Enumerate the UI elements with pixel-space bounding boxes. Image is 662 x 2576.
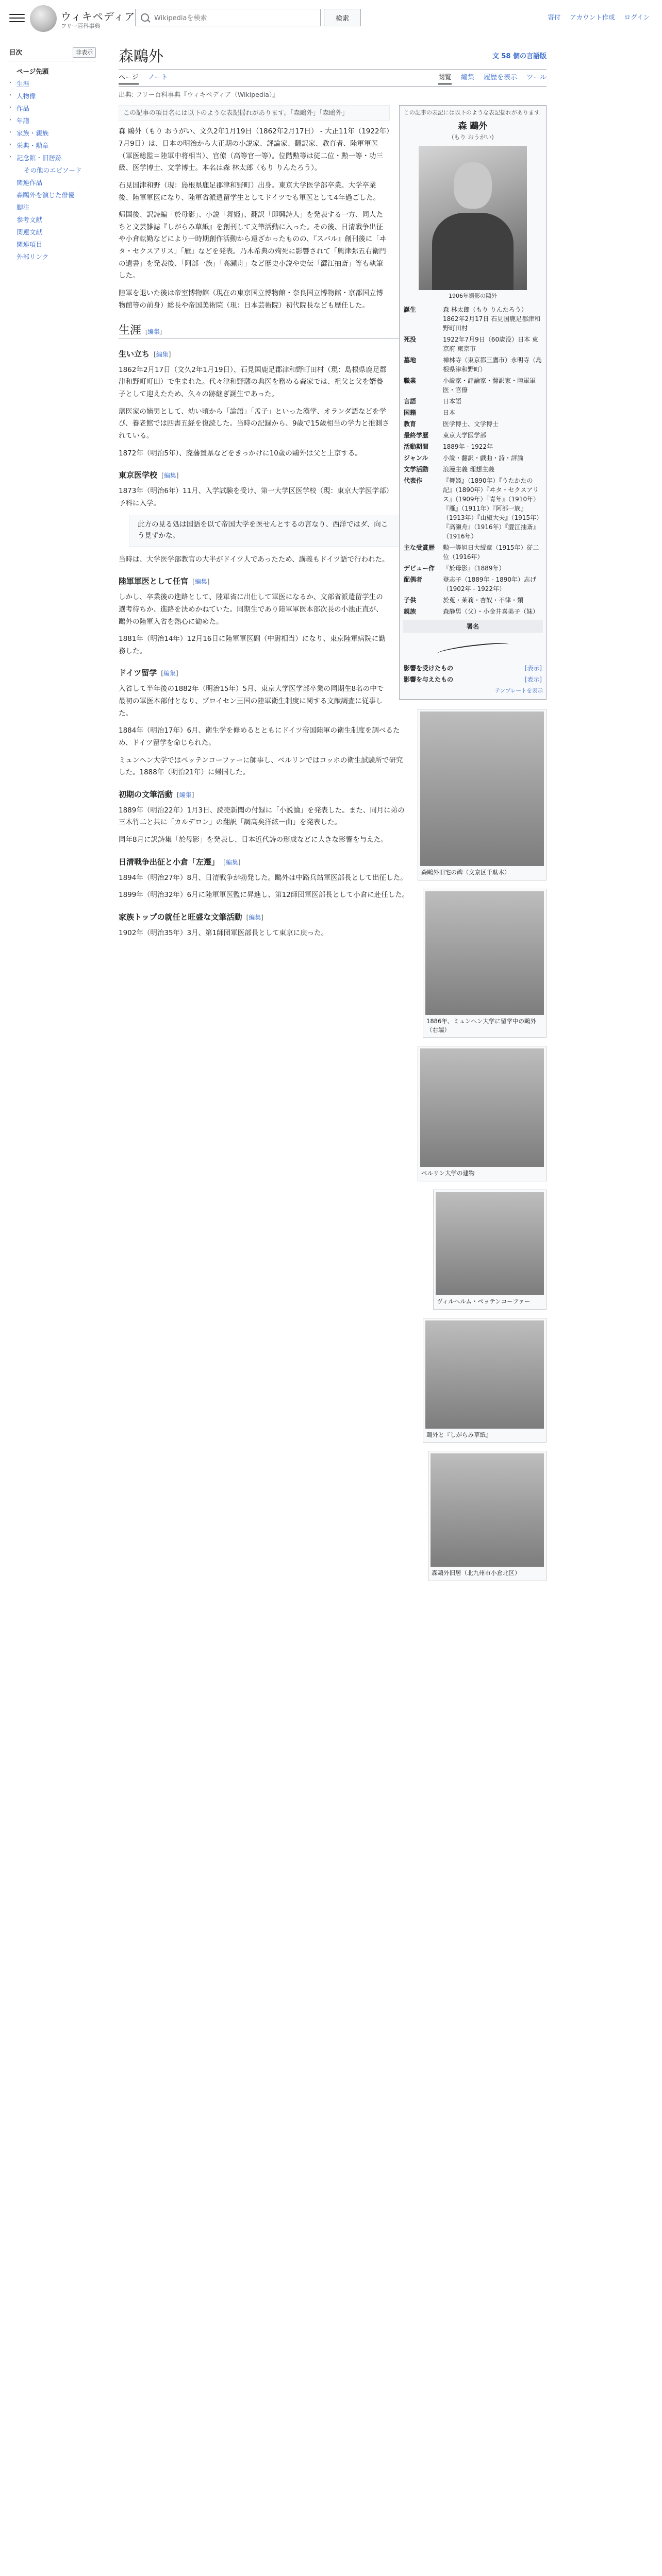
toc-item-label: 年譜	[16, 117, 30, 125]
influence-table	[403, 663, 543, 685]
edit-label[interactable]: 編集	[163, 670, 176, 677]
edit-section-link[interactable]: [編集]	[161, 670, 178, 677]
body-paragraph: 1881年（明治14年）12月16日に陸軍軍医副（中尉相当）になり、東京陸軍病院に勤務した。	[119, 635, 386, 655]
infobox-value: 森 林太郎（もり りんたろう）1862年2月17日 石見国鹿足郡津和野町田村	[443, 306, 541, 332]
infobox-value: 1889年 - 1922年	[443, 443, 493, 450]
toc-item[interactable]	[9, 127, 96, 140]
blockquote: 此方の見る処は国語を以て帝国大学を医せんとするの言なり、西洋ではダ、向こう見ずかな。	[129, 515, 536, 546]
infobox-row	[403, 430, 543, 441]
subsection-heading-text: 家族トップの就任と旺盛な文筆活動	[119, 912, 242, 922]
toc-item-label: 栄典・勲章	[16, 142, 49, 149]
article-main	[119, 47, 547, 1587]
infobox-key: 教育	[404, 420, 417, 428]
toc-item[interactable]	[9, 152, 96, 164]
toc-item-label: 関連文献	[16, 228, 43, 236]
edit-section-link[interactable]: [編集]	[161, 472, 179, 480]
subsection-heading-text: 陸軍軍医として任官	[119, 577, 189, 586]
search-button[interactable]: 検索	[324, 9, 361, 26]
infobox	[399, 105, 547, 700]
influenced-toggle[interactable]: [表示]	[524, 675, 542, 683]
infobox-row	[403, 441, 543, 452]
influenced-label: 影響を与えたもの	[404, 675, 454, 683]
chevron-right-icon[interactable]: ›	[9, 105, 11, 110]
toc-item[interactable]	[9, 103, 96, 115]
toc-title: 目次	[9, 48, 23, 56]
user-links	[540, 12, 650, 23]
body-paragraph: 1899年（明治32年）6月に陸軍軍医監に昇進し、第12師団軍医部長として小倉に赴任した。	[119, 891, 409, 900]
infobox-row	[403, 452, 543, 464]
chevron-right-icon[interactable]: ›	[9, 117, 11, 123]
infobox-key: 子供	[404, 596, 417, 604]
toc-item[interactable]	[9, 251, 96, 263]
section-heading-text: 生涯	[119, 324, 142, 337]
toc-item[interactable]	[9, 177, 96, 189]
hatnote: この記事の項目名には以下のような表記揺れがあります。「森鷗外」「森鴎外」	[119, 105, 390, 121]
infobox-key: 文学活動	[404, 465, 429, 473]
figure	[418, 1046, 547, 1181]
edit-label[interactable]: 編集	[249, 913, 261, 921]
tab-tools[interactable]: ツール	[526, 73, 547, 81]
figure-image[interactable]	[425, 891, 544, 1015]
infobox-key: 親族	[404, 607, 417, 615]
infobox-key: 配偶者	[404, 575, 423, 583]
body-paragraph: 同年8月に訳詩集「於母影」を発表し、日本近代詩の形成などに大きな影響を与えた。	[119, 836, 388, 844]
template-link[interactable]: テンプレートを表示	[494, 687, 543, 694]
infobox-value: 1922年7月9日（60歳没）日本 東京府 東京市	[443, 335, 538, 352]
site-header	[0, 0, 662, 36]
infobox-key: 言語	[404, 397, 417, 405]
infobox-key: 墓地	[404, 356, 417, 364]
infobox-value: 日本	[443, 409, 456, 416]
subsection-heading-text: 日清戦争出征と小倉「左遷」	[119, 857, 220, 867]
chevron-right-icon[interactable]: ›	[9, 129, 11, 135]
toc-item[interactable]	[9, 214, 96, 226]
toc-item-label: 参考文献	[16, 216, 43, 224]
chevron-right-icon[interactable]: ›	[9, 92, 11, 98]
edit-label[interactable]: 編集	[156, 350, 169, 358]
infobox-table	[403, 304, 543, 617]
toc-item[interactable]	[9, 78, 96, 90]
body-paragraph: 1902年（明治35年）3月、第1師団軍医部長として東京に戻った。	[119, 928, 328, 937]
subsection-heading-text: 東京医学校	[119, 470, 158, 480]
infobox-value: 医学博士、文学博士	[443, 420, 499, 428]
chevron-right-icon[interactable]: ›	[9, 154, 11, 160]
infobox-key: 最終学歴	[404, 431, 429, 439]
site-tagline: フリー百科事典	[61, 23, 101, 29]
toc-item[interactable]	[9, 189, 96, 201]
signature-heading: 署名	[403, 620, 543, 633]
toc-item[interactable]	[9, 226, 96, 239]
toc-item[interactable]	[9, 65, 96, 78]
infobox-key: 職業	[404, 377, 417, 384]
edit-label[interactable]: 編集	[179, 791, 192, 799]
infobox-row	[403, 375, 543, 396]
infobox-value: 於菟・茉莉・杏奴・不律・類	[443, 596, 524, 604]
infobox-name: 森 鷗外	[458, 121, 488, 131]
toc-item[interactable]	[9, 140, 96, 152]
figure-caption: 森鷗外旧宅の碑（文京区千駄木）	[421, 869, 510, 876]
body-paragraph: 1889年（明治22年）1月3日、読売新聞の付録に「小説論」を発表した。また、同月に弟の三木竹二と共に「カルデロン」の翻訳「調高矣洋絃一曲」を発表した。	[119, 806, 405, 827]
portrait-caption: 1906年撮影の鷗外	[449, 293, 497, 300]
search-box	[135, 9, 321, 26]
toc-item-label: 関連項目	[16, 241, 43, 248]
figure-image[interactable]	[431, 1453, 544, 1567]
infobox-row	[403, 464, 543, 475]
toc-item[interactable]	[9, 115, 96, 127]
infobox-value: 森静男（父）・小金井喜美子（妹）	[443, 607, 539, 615]
edit-section-link[interactable]: [編集]	[223, 858, 241, 866]
edit-section-link[interactable]: [編集]	[192, 578, 210, 586]
toc-item-label: 関連作品	[16, 179, 43, 187]
infobox-key: ジャンル	[404, 454, 428, 462]
figure	[418, 709, 547, 880]
figure	[428, 1451, 547, 1581]
infobox-ruby: (もり おうがい)	[452, 133, 494, 141]
search-input[interactable]	[153, 11, 315, 25]
infobox-row	[403, 595, 543, 606]
infobox-row	[403, 574, 543, 595]
figure	[433, 1190, 547, 1310]
infobox-key: 代表作	[404, 477, 423, 484]
portrait-image[interactable]	[419, 146, 527, 290]
login-link[interactable]: ログイン	[624, 13, 650, 21]
tab-edit[interactable]: 編集	[460, 73, 474, 81]
infobox-key: 主な受賞歴	[404, 544, 435, 551]
donate-link[interactable]: 寄付	[548, 13, 561, 21]
create-account-link[interactable]: アカウント作成	[570, 13, 615, 21]
toc-hide-button[interactable]: 非表示	[73, 47, 96, 58]
infobox-row	[403, 407, 543, 418]
infobox-value: 勲一等旭日大綬章（1915年）従二位（1916年）	[443, 544, 539, 561]
infobox-value: 『舞姫』（1890年）『うたかたの記』（1890年）『ヰタ・セクスアリス』（1909年）『青年』（1910年）『雁』（1911年）『阿部一族』（1913年）『山椒大夫』（1915年）『高瀬舟』（1916年）『澀江抽斎』（1916年）	[443, 477, 540, 540]
tab-read[interactable]: 閲覧	[438, 74, 452, 84]
infobox-note: この記事の表記には以下のような表記揺れがあります	[404, 109, 540, 116]
body-paragraph: 藩医家の嫡男として、幼い頃から「論語」「孟子」といった漢学、オランダ語などを学び、養老館では四書五経を復読した。当時の記録から、9歳で15歳相当の学力と推測されている。	[119, 407, 389, 440]
figure-caption: ベルリン大学の建物	[421, 1170, 475, 1177]
toc-item-label: 作品	[16, 105, 30, 112]
page-tabs	[119, 70, 547, 87]
figure-image[interactable]	[420, 711, 544, 866]
toc-item-label: 脚注	[16, 204, 30, 211]
infobox-row	[403, 354, 543, 375]
infobox-value: 小説・翻訳・戯曲・詩・評論	[443, 454, 524, 462]
toc-item[interactable]	[9, 239, 96, 251]
infobox-value: 『於母影』（1889年）	[443, 564, 505, 572]
infobox-value: 東京大学医学部	[443, 431, 487, 439]
toc-item[interactable]	[9, 164, 96, 177]
edit-label[interactable]: 編集	[163, 472, 176, 480]
tab-page[interactable]: ページ	[119, 74, 139, 84]
body-paragraph: 1862年2月17日（文久2年1月19日）、石見国鹿足郡津和野町田村（現：島根県鹿足郡津和野町町田）で生まれた。代々津和野藩の典医を務める森家では、祖父と父を婿養子として迎えたため、久々の跡継ぎ誕生であった。	[119, 365, 387, 399]
figure-caption: 鴎外と『しがらみ草紙』	[426, 1431, 492, 1438]
body-paragraph: ミュンヘン大学ではペッテンコーファーに師事し、ベルリンではコッホの衛生試験所で研究した。1888年（明治21年）に帰国した。	[119, 756, 403, 777]
page-title	[119, 47, 547, 70]
figure-image[interactable]	[436, 1192, 544, 1295]
chevron-right-icon[interactable]: ›	[9, 80, 11, 86]
toc-item-label: 記念館・旧居跡	[16, 154, 62, 162]
infobox-row	[403, 542, 543, 563]
edit-section-link[interactable]: [編集]	[177, 791, 194, 799]
infobox-row	[403, 475, 543, 542]
infobox-value: 禅林寺（東京都三鷹市）永明寺（島根県津和野町）	[443, 356, 542, 373]
toc-item-label: 外部リンク	[16, 253, 49, 261]
infobox-key: 誕生	[404, 306, 417, 313]
toc-item-label: ページ先頭	[16, 67, 49, 75]
edit-section-link[interactable]: [編集]	[145, 328, 162, 336]
infobox-row	[403, 334, 543, 354]
subsection-heading-text: 生い立ち	[119, 349, 150, 359]
influenced-by-toggle[interactable]: [表示]	[524, 664, 542, 672]
body-paragraph: しかし、卒業後の進路として、陸軍省に出仕して軍医になるか、文部省派遣留学生の選考待ちか、進路を決めかねていた。同期生であり陸軍軍医本部次長の小池正直が、鷗外の陸軍入省を熱心に勧めた。	[119, 593, 383, 626]
influenced-by-label: 影響を受けたもの	[404, 664, 454, 672]
body-paragraph: 1894年（明治27年）8月、日清戦争が勃発した。鷗外は中路兵站軍医部長として出征した。	[119, 873, 407, 882]
language-button[interactable]: 文 58 個の言語版	[492, 53, 547, 61]
edit-label[interactable]: 編集	[194, 578, 207, 586]
figure	[423, 889, 547, 1038]
body-paragraph: 入省して半年後の1882年（明治15年）5月、東京大学医学部卒業の同期生8名の中で最初の軍医本部付となり、プロイセン王国の陸軍衛生制度に関する文献調査に従事した。	[119, 685, 384, 718]
infobox-key: デビュー作	[404, 564, 435, 572]
lead-paragraph: 石見国津和野（現：島根県鹿足郡津和野町）出身。東京大学医学部卒業。大学卒業後、陸軍軍医になり、陸軍省派遣留学生としてドイツでも軍医として4年過ごした。	[119, 181, 380, 202]
subsection-heading-text: ドイツ留学	[119, 668, 157, 678]
toc-item[interactable]	[9, 201, 96, 214]
toc-header	[9, 47, 96, 61]
body-paragraph: 1884年（明治17年）6月、衛生学を修めるとともにドイツ帝国陸軍の衛生制度を調べるため、ドイツ留学を命じられた。	[119, 726, 400, 747]
lead-paragraph: 帰国後、訳詩編「於母影」、小説「舞姫」、翻訳「即興詩人」を発表する一方、同人たちと文芸雑誌『しがらみ草紙』を創刊して文筆活動に入った。その後、日清戦争出征や小倉転勤などにより一時期創作活動から遠ざかったものの、『スバル』創刊後に「ヰタ・セクスアリス」「雁」などを発表。乃木希典の殉死に影響されて「興津弥五右衛門の遺書」を発表後、「阿部一族」「高瀬舟」など歴史小説や史伝「澀江抽斎」等も執筆した。	[119, 211, 387, 280]
edit-section-link[interactable]: [編集]	[246, 913, 263, 921]
figure-caption: 1886年、ミュンヘン大学に留学中の鷗外（右端）	[426, 1017, 537, 1033]
site-wordmark[interactable]: ウィキペディア	[61, 10, 136, 23]
toc-item-label: その他のエピソード	[24, 166, 82, 174]
subsection-heading-text: 初期の文筆活動	[119, 789, 173, 799]
toc-sidebar	[9, 47, 96, 263]
lead-paragraph: 陸軍を退いた後は帝室博物館（現在の東京国立博物館・奈良国立博物館・京都国立博物館等の前身）総長や帝国美術院（現：日本芸術院）初代院長なども歴任した。	[119, 289, 383, 310]
infobox-key: 死没	[404, 335, 417, 343]
lead-paragraph: 森 鷗外（もり おうがい、文久2年1月19日（1862年2月17日） - 大正11年（1922年）7月9日）は、日本の明治から大正期の小説家、評論家、翻訳家、教育者、陸軍軍医（軍医総監＝陸軍中将相当）、官僚（高等官一等）。位階勲等は従二位・勲一等・功三級、医学博士、文学博士。本名は森 林太郎（もり りんたろう）。	[119, 127, 390, 173]
infobox-row	[403, 396, 543, 407]
toc-item-label: 人物像	[16, 92, 36, 100]
infobox-value: 登志子（1889年 - 1890年）志げ（1902年 - 1922年）	[443, 575, 537, 592]
toc-item-label: 生涯	[16, 80, 30, 88]
infobox-value: 日本語	[443, 397, 462, 405]
site-subtitle: 出典: フリー百科事典『ウィキペディア（Wikipedia）』	[119, 91, 279, 99]
tab-talk[interactable]: ノート	[147, 73, 168, 81]
infobox-row	[403, 304, 543, 334]
body-paragraph: 当時は、大学医学部教官の大半がドイツ人であったため、講義もドイツ語で行われた。	[119, 555, 389, 564]
figure-caption: 森鷗外旧居（北九州市小倉北区）	[432, 1569, 521, 1577]
figure-image[interactable]	[420, 1048, 544, 1167]
infobox-row	[403, 418, 543, 430]
infobox-key: 国籍	[404, 409, 417, 416]
toc-list	[9, 65, 96, 263]
signature-image	[432, 636, 514, 659]
infobox-value: 小説家・評論家・翻訳家・陸軍軍医・官僚	[443, 377, 536, 394]
chevron-right-icon[interactable]: ›	[9, 142, 11, 147]
edit-section-link[interactable]: [編集]	[154, 350, 171, 358]
page-title-text: 森鷗外	[119, 48, 164, 65]
body-paragraph: 1872年（明治5年）、廃藩置県などをきっかけに10歳の鷗外は父と上京する。	[119, 449, 362, 457]
article-content	[119, 105, 547, 1577]
tab-history[interactable]: 履歴を表示	[484, 73, 518, 81]
figure	[423, 1318, 547, 1443]
search-icon	[141, 13, 149, 22]
wikipedia-logo[interactable]	[30, 5, 57, 32]
infobox-key: 活動期間	[404, 443, 429, 450]
figure-image[interactable]	[425, 1320, 544, 1429]
infobox-row	[403, 606, 543, 617]
infobox-row	[403, 563, 543, 574]
body-paragraph: 1873年（明治6年）11月、入学試験を受け、第一大学区医学校（現：東京大学医学部）予科に入学。	[119, 487, 390, 507]
edit-label[interactable]: 編集	[225, 858, 238, 866]
infobox-value: 浪漫主義 理想主義	[443, 465, 494, 473]
toc-item[interactable]	[9, 90, 96, 103]
toc-item-label: 家族・親族	[16, 129, 49, 137]
language-button-label: 58 個の言語版	[501, 53, 547, 61]
main-menu-button[interactable]	[9, 10, 25, 26]
toc-item-label: 森鷗外を演じた俳優	[16, 191, 75, 199]
figure-caption: ヴィルヘルム・ペッテンコーファー	[437, 1297, 531, 1305]
edit-label[interactable]: 編集	[147, 328, 160, 336]
